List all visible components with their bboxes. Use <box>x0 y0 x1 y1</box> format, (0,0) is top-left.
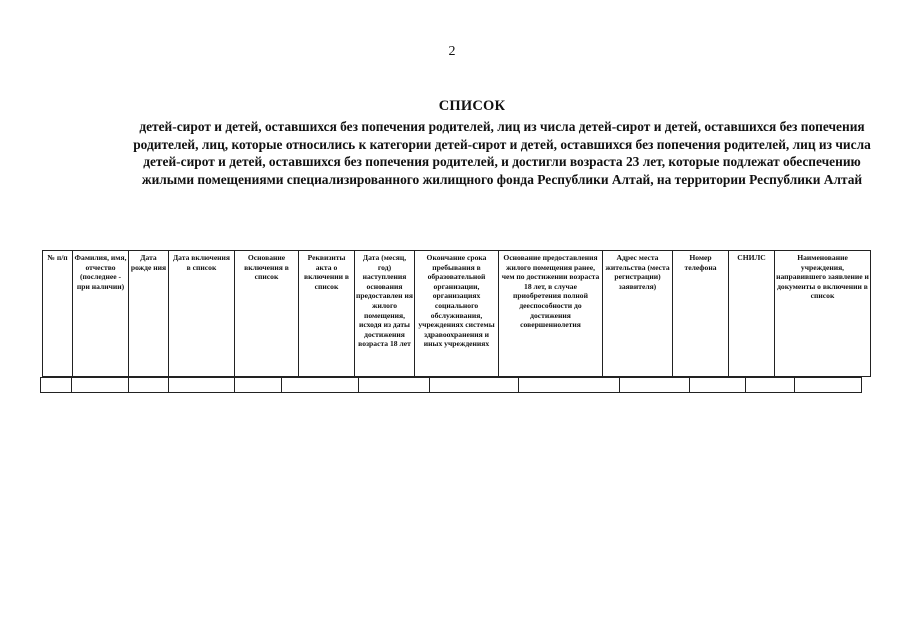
table-empty-cell <box>358 377 430 393</box>
table-empty-cell <box>619 377 690 393</box>
table-empty-cell <box>234 377 282 393</box>
table-empty-cell <box>794 377 862 393</box>
list-table-container <box>42 250 870 377</box>
column-header-early-basis: Основание предоставления жилого помещения ранее, чем по достижении возраста 18 лет, в случае приобретения полной дееспособности до достижения совершеннолетия <box>499 251 603 377</box>
table-empty-cell <box>689 377 746 393</box>
document-title: СПИСОК <box>438 98 506 114</box>
page-number: 2 <box>448 44 456 59</box>
column-header-address: Адрес места жительства (места регистрации) заявителя) <box>603 251 673 377</box>
table-empty-cell <box>168 377 235 393</box>
list-table <box>42 250 871 377</box>
column-header-act-details: Реквизиты акта о включении в список <box>299 251 355 377</box>
column-header-number: № п/п <box>43 251 73 377</box>
table-empty-cell <box>128 377 169 393</box>
document-subtitle: детей-сирот и детей, оставшихся без попечения родителей, лиц из числа детей-сирот и детей, оставшихся без попечения родителей, лиц, которые относились к категории детей-сирот и детей, оставшихся без попечения родителей, лиц из числа детей-сирот и детей, оставшихся без попечения родителей, и достигли возраста 23 лет, которые подлежат обеспечению жилыми помещениями специализированного жилищного фонда Республики Алтай, на территории Республики Алтай <box>133 119 871 187</box>
table-empty-cell <box>40 377 72 393</box>
table-empty-cell <box>429 377 519 393</box>
column-header-inclusion-date: Дата включения в список <box>169 251 235 377</box>
column-header-institution: Наименование учреждения, направившего заявление и документы о включении в список <box>775 251 871 377</box>
column-header-snils: СНИЛС <box>729 251 775 377</box>
table-empty-cell <box>518 377 620 393</box>
table-empty-cell <box>281 377 359 393</box>
column-header-stay-end: Окончание срока пребывания в образовательной организации, организациях социального обслуживания, учреждениях системы здравоохранения и иных учреждениях <box>415 251 499 377</box>
table-header-row <box>43 251 871 377</box>
column-header-full-name: Фамилия, имя, отчество (последнее - при наличии) <box>73 251 129 377</box>
column-header-phone: Номер телефона <box>673 251 729 377</box>
table-empty-cell <box>745 377 795 393</box>
column-header-basis-date: Дата (месяц, год) наступления основания предоставлен ия жилого помещения, исходя из даты достижения возраста 18 лет <box>355 251 415 377</box>
table-empty-cell <box>71 377 129 393</box>
column-header-birth-date: Дата рожде ния <box>129 251 169 377</box>
column-header-inclusion-basis: Основание включения в список <box>235 251 299 377</box>
